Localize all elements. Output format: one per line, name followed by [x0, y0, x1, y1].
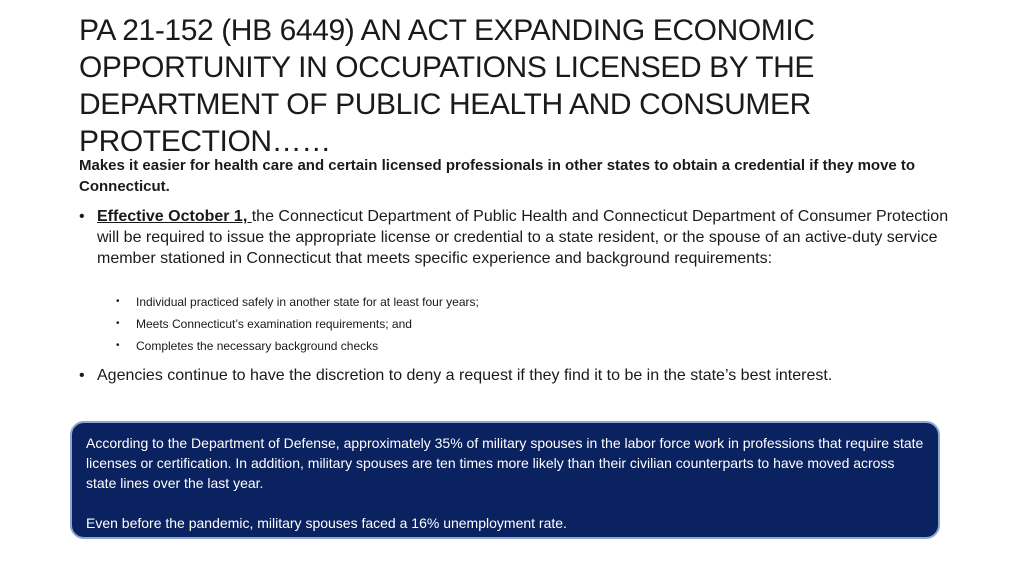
bullet-text: Agencies continue to have the discretion to deny a request if they find it to be in the state’s best interest. — [97, 367, 833, 384]
effective-date-lead: Effective October 1, — [97, 208, 252, 225]
bullet-marker: • — [79, 367, 85, 384]
intro-text: Makes it easier for health care and certain licensed professionals in other states to obtain a credential if they move to Connecticut. — [79, 157, 916, 195]
sub-bullet-text: Meets Connecticut’s examination requirements; and — [136, 317, 412, 331]
slide-title: PA 21-152 (HB 6449) AN ACT EXPANDING ECONOMIC OPPORTUNITY IN OCCUPATIONS LICENSED BY THE DEPARTMENT OF PUBLIC HEALTH AND CONSUMER PROTECTION…… — [79, 14, 815, 158]
sub-bullet-marker: • — [116, 340, 120, 351]
sub-bullet-marker: • — [116, 318, 120, 329]
effective-date-body: the Connecticut Department of Public Health and Connecticut Department of Consumer Protection will be required to issue the appropriate license or credential to a state resident, or the spouse of an active-duty service member stationed in Connecticut that meets specific experience and background requirements: — [97, 208, 949, 267]
sub-bullet-text: Individual practiced safely in another state for at least four years; — [136, 295, 479, 309]
callout-spacer — [86, 493, 924, 513]
sub-bullet-marker: • — [116, 296, 120, 307]
callout-paragraph: Even before the pandemic, military spouses faced a 16% unemployment rate. — [86, 515, 567, 531]
callout-paragraph: According to the Department of Defense, approximately 35% of military spouses in the labor force work in professions that require state licenses or certification. In addition, military spouses are ten times more likely than their civilian counterparts to have moved across state lines over the last year. — [86, 435, 924, 491]
sub-bullet-text: Completes the necessary background checks — [136, 339, 379, 353]
bullet-marker: • — [79, 208, 85, 225]
military-spouse-callout-box — [70, 421, 940, 539]
bullet-text — [97, 206, 959, 269]
